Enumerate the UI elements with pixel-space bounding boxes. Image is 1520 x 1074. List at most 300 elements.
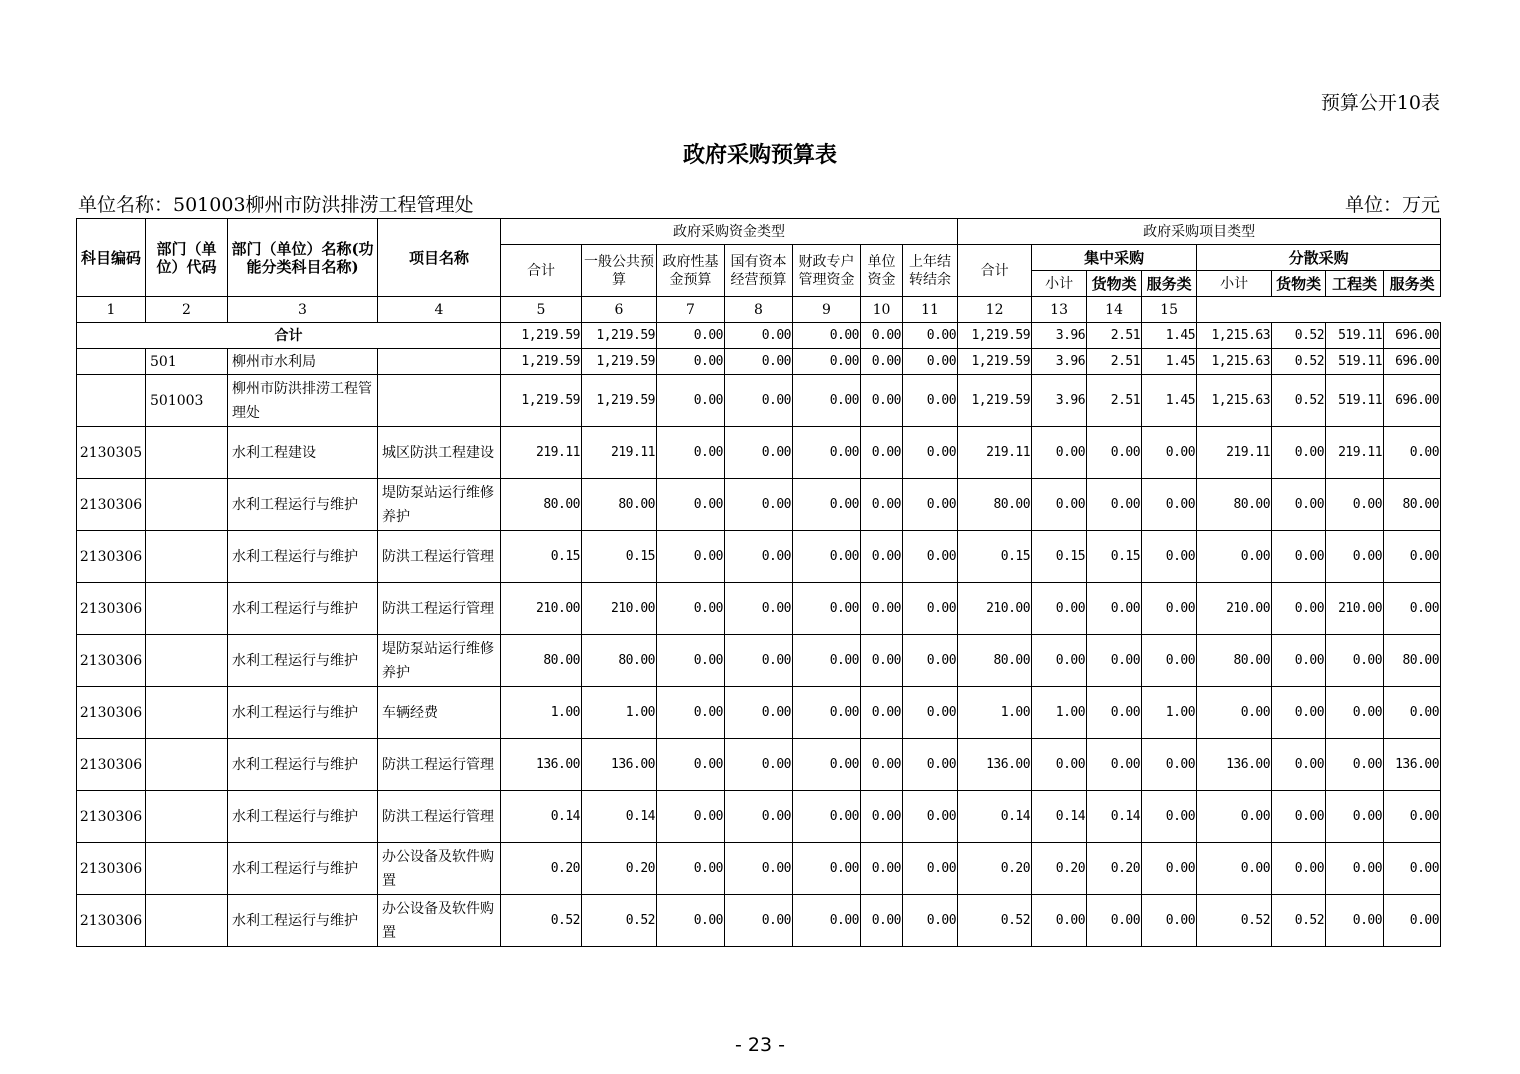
amount-cell: 0.00 — [1142, 895, 1197, 947]
amount-cell: 0.52 — [1272, 895, 1326, 947]
table-row — [77, 635, 1441, 687]
total-row — [77, 323, 1441, 349]
total-value: 1,219.59 — [958, 323, 1032, 349]
amount-cell: 136.00 — [501, 739, 582, 791]
amount-cell: 136.00 — [1384, 739, 1441, 791]
amount-cell: 0.00 — [725, 583, 793, 635]
subject-code — [77, 375, 146, 427]
header-central-service: 服务类 — [1142, 271, 1197, 297]
amount-cell: 0.00 — [1384, 687, 1441, 739]
amount-cell: 0.00 — [793, 791, 861, 843]
amount-cell: 0.00 — [1032, 635, 1087, 687]
amount-cell: 80.00 — [1197, 635, 1272, 687]
header-total: 合计 — [501, 245, 582, 297]
amount-cell: 0.00 — [1032, 583, 1087, 635]
dept-name: 柳州市水利局 — [228, 349, 378, 375]
subject-code — [77, 349, 146, 375]
amount-cell: 0.52 — [1197, 895, 1272, 947]
column-index: 15 — [1142, 297, 1197, 323]
amount-cell: 210.00 — [1326, 583, 1384, 635]
amount-cell: 0.00 — [1272, 843, 1326, 895]
amount-cell: 0.00 — [1087, 687, 1142, 739]
amount-cell: 1,219.59 — [582, 349, 657, 375]
amount-cell: 0.00 — [1032, 895, 1087, 947]
amount-cell: 0.00 — [861, 531, 903, 583]
project-name: 防洪工程运行管理 — [378, 531, 501, 583]
amount-cell: 0.00 — [657, 583, 725, 635]
dept-name: 水利工程运行与维护 — [228, 739, 378, 791]
subject-code: 2130306 — [77, 843, 146, 895]
amount-cell: 0.00 — [1142, 635, 1197, 687]
amount-cell: 0.14 — [1032, 791, 1087, 843]
amount-cell: 0.52 — [1272, 349, 1326, 375]
header-code: 科目编码 — [77, 219, 146, 297]
amount-cell: 0.00 — [793, 843, 861, 895]
dept-code — [146, 531, 228, 583]
subject-code: 2130306 — [77, 687, 146, 739]
amount-cell: 0.00 — [903, 739, 958, 791]
header-dispersed-engineering: 工程类 — [1326, 271, 1384, 297]
amount-cell: 0.00 — [1272, 739, 1326, 791]
dept-code — [146, 479, 228, 531]
subject-code: 2130306 — [77, 479, 146, 531]
amount-cell: 0.00 — [903, 687, 958, 739]
dept-name: 水利工程运行与维护 — [228, 687, 378, 739]
amount-cell: 0.14 — [501, 791, 582, 843]
column-index: 4 — [378, 297, 501, 323]
amount-cell: 0.00 — [903, 895, 958, 947]
amount-cell: 0.20 — [582, 843, 657, 895]
amount-cell: 0.00 — [1384, 531, 1441, 583]
dept-name: 水利工程运行与维护 — [228, 791, 378, 843]
amount-cell: 3.96 — [1032, 349, 1087, 375]
dept-code: 501003 — [146, 375, 228, 427]
project-name: 堤防泵站运行维修养护 — [378, 635, 501, 687]
total-value: 3.96 — [1032, 323, 1087, 349]
amount-cell: 0.15 — [1032, 531, 1087, 583]
dept-code — [146, 583, 228, 635]
amount-cell: 0.00 — [1142, 531, 1197, 583]
amount-cell: 0.00 — [1326, 479, 1384, 531]
subject-code: 2130306 — [77, 583, 146, 635]
header-dispersed: 分散采购 — [1197, 245, 1441, 271]
amount-cell: 0.00 — [1326, 531, 1384, 583]
amount-cell: 0.00 — [793, 479, 861, 531]
amount-cell: 0.52 — [1272, 375, 1326, 427]
project-name: 防洪工程运行管理 — [378, 583, 501, 635]
amount-cell: 0.00 — [861, 427, 903, 479]
column-index: 5 — [501, 297, 582, 323]
total-value: 696.00 — [1384, 323, 1441, 349]
amount-cell: 0.00 — [725, 843, 793, 895]
amount-cell: 0.52 — [958, 895, 1032, 947]
amount-cell: 0.20 — [958, 843, 1032, 895]
table-row — [77, 531, 1441, 583]
amount-cell: 0.00 — [725, 635, 793, 687]
amount-cell: 136.00 — [1197, 739, 1272, 791]
amount-cell: 0.00 — [1326, 895, 1384, 947]
header-dept-code: 部门（单位）代码 — [146, 219, 228, 297]
amount-cell: 1.00 — [958, 687, 1032, 739]
table-row — [77, 583, 1441, 635]
table-number: 预算公开10表 — [1320, 92, 1440, 114]
amount-cell: 219.11 — [582, 427, 657, 479]
amount-cell: 0.00 — [1384, 427, 1441, 479]
amount-cell: 0.00 — [1326, 843, 1384, 895]
table-row — [77, 791, 1441, 843]
amount-cell: 0.15 — [501, 531, 582, 583]
amount-cell: 0.20 — [1032, 843, 1087, 895]
dept-name: 水利工程运行与维护 — [228, 531, 378, 583]
dept-name: 水利工程运行与维护 — [228, 843, 378, 895]
amount-cell: 519.11 — [1326, 375, 1384, 427]
amount-cell: 0.00 — [1032, 479, 1087, 531]
total-value: 0.00 — [861, 323, 903, 349]
header-carryover: 上年结转结余 — [903, 245, 958, 297]
table-row — [77, 687, 1441, 739]
column-index: 2 — [146, 297, 228, 323]
amount-cell: 0.00 — [793, 427, 861, 479]
amount-cell: 0.00 — [725, 739, 793, 791]
column-index: 1 — [77, 297, 146, 323]
amount-cell: 0.00 — [1087, 635, 1142, 687]
total-value: 0.00 — [903, 323, 958, 349]
project-name: 城区防洪工程建设 — [378, 427, 501, 479]
amount-cell: 0.00 — [1384, 791, 1441, 843]
amount-cell: 0.00 — [1142, 479, 1197, 531]
amount-cell: 0.00 — [903, 479, 958, 531]
amount-cell: 0.00 — [657, 895, 725, 947]
amount-cell: 80.00 — [582, 479, 657, 531]
amount-cell: 0.00 — [657, 739, 725, 791]
amount-cell: 210.00 — [501, 583, 582, 635]
dept-code — [146, 895, 228, 947]
table-row — [77, 479, 1441, 531]
amount-cell: 0.00 — [793, 635, 861, 687]
amount-cell: 210.00 — [958, 583, 1032, 635]
amount-cell: 0.00 — [903, 791, 958, 843]
amount-cell: 0.00 — [725, 791, 793, 843]
amount-cell: 0.00 — [903, 635, 958, 687]
dept-code — [146, 687, 228, 739]
amount-cell: 3.96 — [1032, 375, 1087, 427]
amount-cell: 219.11 — [501, 427, 582, 479]
total-value: 1.45 — [1142, 323, 1197, 349]
dept-name: 水利工程建设 — [228, 427, 378, 479]
amount-cell: 0.00 — [1087, 427, 1142, 479]
amount-cell: 219.11 — [1197, 427, 1272, 479]
amount-cell: 0.00 — [1197, 791, 1272, 843]
amount-cell: 0.00 — [1272, 583, 1326, 635]
amount-cell: 0.00 — [657, 843, 725, 895]
header-dept-name: 部门（单位）名称(功能分类科目名称) — [228, 219, 378, 297]
amount-cell: 0.00 — [903, 375, 958, 427]
amount-cell: 1,219.59 — [501, 375, 582, 427]
amount-cell: 0.00 — [861, 635, 903, 687]
amount-cell: 80.00 — [958, 479, 1032, 531]
amount-cell: 0.00 — [725, 895, 793, 947]
amount-cell: 0.00 — [1384, 583, 1441, 635]
amount-cell: 80.00 — [958, 635, 1032, 687]
amount-cell: 0.00 — [1197, 687, 1272, 739]
header-central-subtotal: 小计 — [1032, 271, 1087, 297]
total-value: 0.00 — [793, 323, 861, 349]
amount-cell: 0.20 — [501, 843, 582, 895]
column-index: 13 — [1032, 297, 1087, 323]
column-index: 3 — [228, 297, 378, 323]
total-value: 0.00 — [725, 323, 793, 349]
amount-cell: 0.00 — [725, 531, 793, 583]
amount-cell: 0.00 — [657, 375, 725, 427]
amount-cell: 1.45 — [1142, 349, 1197, 375]
amount-cell: 0.00 — [1272, 635, 1326, 687]
amount-cell: 210.00 — [1197, 583, 1272, 635]
amount-cell: 0.00 — [793, 349, 861, 375]
amount-cell: 2.51 — [1087, 375, 1142, 427]
amount-cell: 0.14 — [582, 791, 657, 843]
amount-cell: 1,215.63 — [1197, 375, 1272, 427]
amount-cell: 0.00 — [861, 687, 903, 739]
amount-cell: 0.00 — [903, 583, 958, 635]
amount-cell: 80.00 — [582, 635, 657, 687]
amount-cell: 0.00 — [1087, 895, 1142, 947]
amount-cell: 0.00 — [657, 635, 725, 687]
amount-cell: 0.20 — [1087, 843, 1142, 895]
amount-cell: 0.00 — [725, 427, 793, 479]
amount-cell: 0.00 — [725, 349, 793, 375]
amount-cell: 1.00 — [1032, 687, 1087, 739]
amount-cell: 0.00 — [903, 843, 958, 895]
table-row — [77, 427, 1441, 479]
amount-cell: 0.00 — [725, 479, 793, 531]
amount-cell: 0.00 — [1272, 427, 1326, 479]
amount-cell: 0.00 — [903, 349, 958, 375]
amount-cell: 0.00 — [1272, 479, 1326, 531]
amount-cell: 0.15 — [582, 531, 657, 583]
total-value: 0.52 — [1272, 323, 1326, 349]
column-index: 12 — [958, 297, 1032, 323]
project-name — [378, 375, 501, 427]
amount-cell: 1,215.63 — [1197, 349, 1272, 375]
amount-cell: 0.00 — [861, 583, 903, 635]
page-title: 政府采购预算表 — [682, 142, 837, 168]
amount-cell: 0.00 — [903, 531, 958, 583]
header-dispersed-service: 服务类 — [1384, 271, 1441, 297]
amount-cell: 0.00 — [861, 349, 903, 375]
subject-code: 2130306 — [77, 531, 146, 583]
subject-code: 2130306 — [77, 739, 146, 791]
project-name: 办公设备及软件购置 — [378, 895, 501, 947]
amount-cell: 0.00 — [1384, 843, 1441, 895]
dept-code — [146, 427, 228, 479]
subject-code: 2130306 — [77, 895, 146, 947]
amount-cell: 0.00 — [1142, 843, 1197, 895]
amount-cell: 80.00 — [1384, 635, 1441, 687]
amount-cell: 0.00 — [861, 739, 903, 791]
header-central-goods: 货物类 — [1087, 271, 1142, 297]
header-central: 集中采购 — [1032, 245, 1197, 271]
dept-code — [146, 791, 228, 843]
amount-cell: 0.00 — [1142, 739, 1197, 791]
header-general: 一般公共预算 — [582, 245, 657, 297]
amount-cell: 0.00 — [657, 479, 725, 531]
amount-cell: 136.00 — [582, 739, 657, 791]
amount-cell: 0.00 — [725, 375, 793, 427]
amount-cell: 0.14 — [1087, 791, 1142, 843]
project-name: 堤防泵站运行维修养护 — [378, 479, 501, 531]
table-row — [77, 349, 1441, 375]
dept-code: 501 — [146, 349, 228, 375]
amount-cell: 0.00 — [1326, 739, 1384, 791]
header-unit-fund: 单位资金 — [861, 245, 903, 297]
unit-label: 单位：万元 — [1344, 194, 1440, 216]
amount-cell: 0.00 — [657, 427, 725, 479]
amount-cell: 0.00 — [657, 791, 725, 843]
table-row — [77, 739, 1441, 791]
amount-cell: 210.00 — [582, 583, 657, 635]
amount-cell: 0.52 — [501, 895, 582, 947]
amount-cell: 696.00 — [1384, 349, 1441, 375]
amount-cell: 80.00 — [1384, 479, 1441, 531]
column-index: 10 — [861, 297, 903, 323]
column-index: 11 — [903, 297, 958, 323]
amount-cell: 0.00 — [793, 375, 861, 427]
amount-cell: 0.00 — [861, 791, 903, 843]
amount-cell: 0.00 — [861, 895, 903, 947]
amount-cell: 0.00 — [793, 583, 861, 635]
amount-cell: 0.00 — [1197, 531, 1272, 583]
amount-cell: 0.00 — [1087, 739, 1142, 791]
dept-code — [146, 635, 228, 687]
amount-cell: 0.00 — [793, 895, 861, 947]
total-value: 1,219.59 — [582, 323, 657, 349]
amount-cell: 1,219.59 — [958, 349, 1032, 375]
total-value: 1,215.63 — [1197, 323, 1272, 349]
amount-cell: 0.00 — [1384, 895, 1441, 947]
dept-code — [146, 843, 228, 895]
dept-name: 柳州市防洪排涝工程管理处 — [228, 375, 378, 427]
amount-cell: 136.00 — [958, 739, 1032, 791]
amount-cell: 1.00 — [501, 687, 582, 739]
amount-cell: 0.00 — [1142, 791, 1197, 843]
header-project: 项目名称 — [378, 219, 501, 297]
project-name: 车辆经费 — [378, 687, 501, 739]
amount-cell: 219.11 — [958, 427, 1032, 479]
header-state-capital: 国有资本经营预算 — [725, 245, 793, 297]
amount-cell: 0.00 — [861, 479, 903, 531]
amount-cell: 0.00 — [1032, 427, 1087, 479]
amount-cell: 0.00 — [657, 687, 725, 739]
total-value: 1,219.59 — [501, 323, 582, 349]
amount-cell: 1,219.59 — [582, 375, 657, 427]
subject-code: 2130306 — [77, 791, 146, 843]
amount-cell: 0.00 — [903, 427, 958, 479]
dept-name: 水利工程运行与维护 — [228, 635, 378, 687]
dept-name: 水利工程运行与维护 — [228, 479, 378, 531]
column-index: 7 — [657, 297, 725, 323]
column-index: 6 — [582, 297, 657, 323]
amount-cell: 0.00 — [1142, 583, 1197, 635]
amount-cell: 0.15 — [958, 531, 1032, 583]
amount-cell: 1.00 — [1142, 687, 1197, 739]
amount-cell: 0.15 — [1087, 531, 1142, 583]
amount-cell: 519.11 — [1326, 349, 1384, 375]
column-index: 8 — [725, 297, 793, 323]
amount-cell: 80.00 — [1197, 479, 1272, 531]
column-index: 9 — [793, 297, 861, 323]
amount-cell: 80.00 — [501, 479, 582, 531]
amount-cell: 1,219.59 — [501, 349, 582, 375]
table-row — [77, 843, 1441, 895]
amount-cell: 0.00 — [1087, 479, 1142, 531]
amount-cell: 0.00 — [793, 687, 861, 739]
total-label: 合计 — [77, 323, 501, 349]
project-name: 防洪工程运行管理 — [378, 739, 501, 791]
header-gov-fund: 政府性基金预算 — [657, 245, 725, 297]
amount-cell: 1.00 — [582, 687, 657, 739]
project-name: 办公设备及软件购置 — [378, 843, 501, 895]
project-name — [378, 349, 501, 375]
table-row — [77, 895, 1441, 947]
amount-cell: 0.00 — [1272, 531, 1326, 583]
amount-cell: 80.00 — [501, 635, 582, 687]
amount-cell: 0.00 — [1032, 739, 1087, 791]
subject-code: 2130305 — [77, 427, 146, 479]
amount-cell: 0.00 — [1197, 843, 1272, 895]
amount-cell: 0.00 — [725, 687, 793, 739]
amount-cell: 0.00 — [793, 739, 861, 791]
amount-cell: 0.00 — [861, 375, 903, 427]
page-number: - 23 - — [735, 1034, 785, 1056]
total-value: 0.00 — [657, 323, 725, 349]
index-row — [77, 297, 1441, 323]
subject-code: 2130306 — [77, 635, 146, 687]
amount-cell: 0.00 — [1142, 427, 1197, 479]
header-item-group: 政府采购项目类型 — [958, 219, 1441, 245]
amount-cell: 0.00 — [1326, 635, 1384, 687]
amount-cell: 696.00 — [1384, 375, 1441, 427]
amount-cell: 0.00 — [861, 843, 903, 895]
header-item-total: 合计 — [958, 245, 1032, 297]
amount-cell: 0.00 — [657, 349, 725, 375]
total-value: 519.11 — [1326, 323, 1384, 349]
amount-cell: 2.51 — [1087, 349, 1142, 375]
amount-cell: 0.00 — [1272, 791, 1326, 843]
amount-cell: 0.00 — [657, 531, 725, 583]
amount-cell: 0.00 — [1272, 687, 1326, 739]
total-value: 2.51 — [1087, 323, 1142, 349]
amount-cell: 0.00 — [793, 531, 861, 583]
amount-cell: 219.11 — [1326, 427, 1384, 479]
procurement-budget-table — [76, 218, 1441, 947]
amount-cell: 1.45 — [1142, 375, 1197, 427]
dept-code — [146, 739, 228, 791]
project-name: 防洪工程运行管理 — [378, 791, 501, 843]
amount-cell: 0.14 — [958, 791, 1032, 843]
dept-name: 水利工程运行与维护 — [228, 895, 378, 947]
table-row — [77, 375, 1441, 427]
column-index: 14 — [1087, 297, 1142, 323]
unit-name: 单位名称：501003柳州市防洪排涝工程管理处 — [78, 194, 474, 216]
header-dispersed-goods: 货物类 — [1272, 271, 1326, 297]
dept-name: 水利工程运行与维护 — [228, 583, 378, 635]
header-dispersed-subtotal: 小计 — [1197, 271, 1272, 297]
amount-cell: 0.00 — [1326, 791, 1384, 843]
amount-cell: 0.52 — [582, 895, 657, 947]
amount-cell: 1,219.59 — [958, 375, 1032, 427]
amount-cell: 0.00 — [1326, 687, 1384, 739]
header-special-fund: 财政专户管理资金 — [793, 245, 861, 297]
